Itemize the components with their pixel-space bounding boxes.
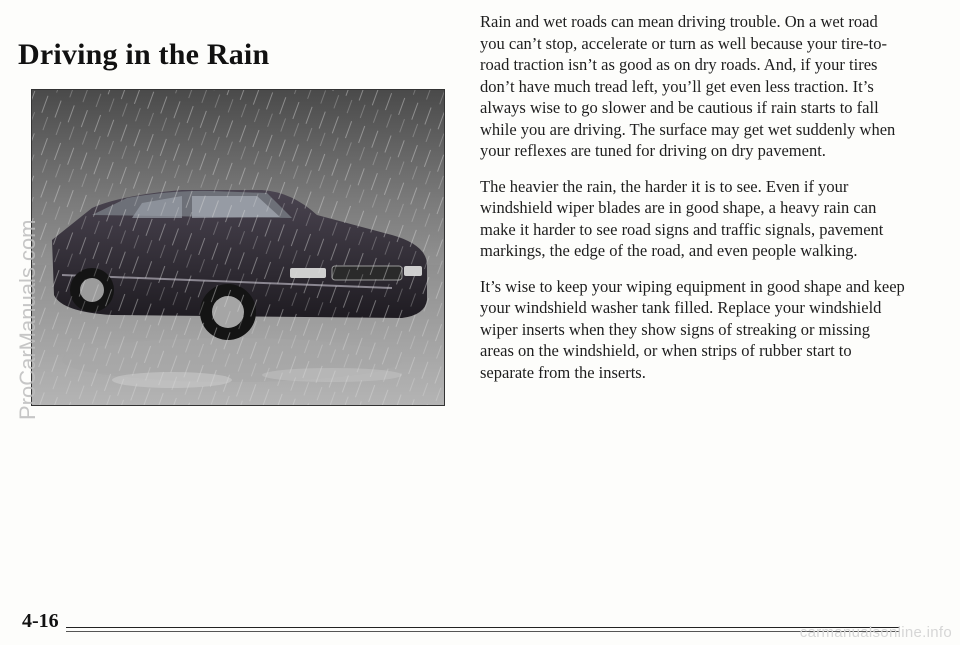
rain-car-photo: [31, 89, 445, 406]
body-text: [480, 11, 905, 397]
paragraph-wipers: It’s wise to keep your wiping equipment in good shape and keep your windshield washer tank filled. Replace your windshield wiper inserts when they show signs of streaking or missing areas on the windshield, or when strips of rubber start to separate from the inserts.: [480, 276, 905, 382]
side-watermark-text: ProCarManuals.com: [15, 219, 40, 420]
footer-rule-thin: [66, 631, 900, 632]
footer-rule: [66, 627, 900, 628]
side-watermark: [8, 150, 48, 425]
page-title: Driving in the Rain: [18, 38, 270, 71]
paragraph-visibility: The heavier the rain, the harder it is to see. Even if your windshield wiper blades are in good shape, a heavy rain can make it harder to see road signs and traffic signals, pavement markings, the edge of the road, and even people walking.: [480, 176, 884, 260]
page-number: 4-16: [22, 610, 59, 632]
bottom-watermark: carmanualsonline.info: [799, 624, 952, 641]
paragraph-traction: Rain and wet roads can mean driving trouble. On a wet road you can’t stop, accelerate or turn as well because your tire-to-road traction isn’t as good as on dry roads. And, if your tires don’t have much tread left, you’ll get even less traction. It’s always wise to go slower and be cautious if rain starts to fall while you are driving. The surface may get wet suddenly when your reflexes are tuned for driving on dry pavement.: [480, 12, 896, 160]
